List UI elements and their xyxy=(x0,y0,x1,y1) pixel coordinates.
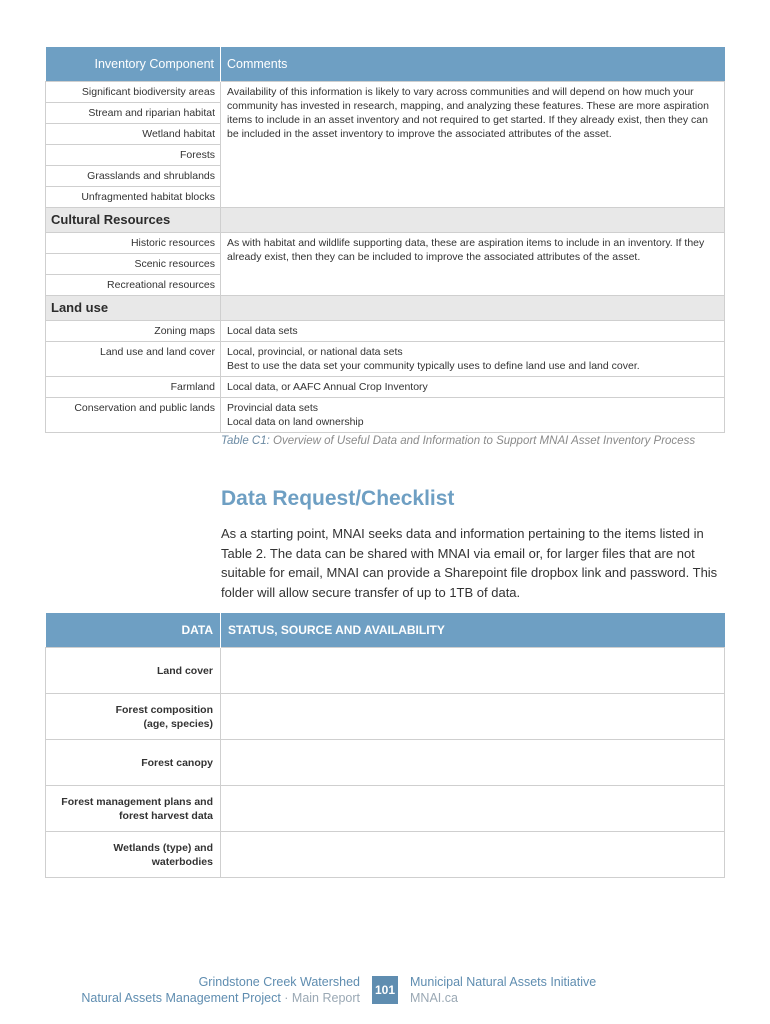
comment-line: Local data, or AAFC Annual Crop Inventory xyxy=(227,381,428,393)
label-line: waterbodies xyxy=(151,855,213,868)
table-row xyxy=(46,648,725,694)
caption-label: Table C1: xyxy=(221,435,270,447)
data-item-label xyxy=(46,786,221,832)
data-header: DATA xyxy=(46,613,221,648)
cultural-item: Scenic resources xyxy=(46,254,221,275)
comment-line: Best to use the data set your community typically uses to define land use and land cover. xyxy=(227,360,640,372)
table-row xyxy=(46,832,725,878)
status-header: STATUS, SOURCE AND AVAILABILITY xyxy=(221,613,725,648)
habitat-item: Stream and riparian habitat xyxy=(46,103,221,124)
cultural-item: Recreational resources xyxy=(46,275,221,296)
footer-org xyxy=(410,974,596,1006)
land-use-comment xyxy=(221,377,725,398)
habitat-item: Unfragmented habitat blocks xyxy=(46,187,221,208)
label-line: forest harvest data xyxy=(119,809,213,822)
habitat-comment: Availability of this information is likely to vary across communities and will depend on how much your community has invested in research, mapping, and analyzing these features. These are more aspiration items to include in an asset inventory and not required to get started. If they already exist, then they can be included in the asset inventory to improve the associated attributes of the asset. xyxy=(221,82,725,208)
page-number: 101 xyxy=(372,976,398,1004)
section-title-cultural: Cultural Resources xyxy=(46,208,221,233)
section-title-land-use: Land use xyxy=(46,296,221,321)
label-line: Forest composition xyxy=(115,703,213,716)
footer-report-name: Main Report xyxy=(291,991,360,1005)
label-line: (age, species) xyxy=(143,717,213,730)
table-row xyxy=(46,694,725,740)
footer-project-line1: Grindstone Creek Watershed xyxy=(198,975,360,989)
status-cell[interactable] xyxy=(221,648,725,694)
table-caption xyxy=(221,434,721,449)
table-row xyxy=(46,377,725,398)
data-item-label xyxy=(46,740,221,786)
table-row xyxy=(46,321,725,342)
table-row xyxy=(46,398,725,433)
land-use-item: Land use and land cover xyxy=(46,342,221,377)
table-row xyxy=(46,82,725,103)
comments-header: Comments xyxy=(221,47,725,82)
status-cell[interactable] xyxy=(221,740,725,786)
data-item-label xyxy=(46,832,221,878)
section-row-land-use xyxy=(46,296,725,321)
status-cell[interactable] xyxy=(221,786,725,832)
footer-project-line2 xyxy=(81,990,360,1006)
footer-project-name: Natural Assets Management Project xyxy=(81,991,281,1005)
cultural-comment: As with habitat and wildlife supporting data, these are aspiration items to include in an inventory. If they already exist, then they can be included to improve the associated attributes of the asset. xyxy=(221,233,725,296)
footer-separator: · xyxy=(280,991,292,1005)
label-line: Land cover xyxy=(156,664,213,677)
table-row xyxy=(46,786,725,832)
status-cell[interactable] xyxy=(221,694,725,740)
habitat-item: Grasslands and shrublands xyxy=(46,166,221,187)
footer-org-name: Municipal Natural Assets Initiative xyxy=(410,975,597,989)
cultural-item: Historic resources xyxy=(46,233,221,254)
status-cell[interactable] xyxy=(221,832,725,878)
habitat-item: Significant biodiversity areas xyxy=(46,82,221,103)
comment-line: Local data sets xyxy=(227,325,298,337)
comment-line: Provincial data sets xyxy=(227,402,319,414)
data-item-label xyxy=(46,648,221,694)
table-row xyxy=(46,342,725,377)
comment-line: Local data on land ownership xyxy=(227,416,364,428)
land-use-item: Zoning maps xyxy=(46,321,221,342)
caption-text: Overview of Useful Data and Information to Support MNAI Asset Inventory Process xyxy=(269,435,696,447)
table-row xyxy=(46,740,725,786)
inventory-table-header xyxy=(46,47,725,82)
section-heading: Data Request/Checklist xyxy=(221,487,455,510)
land-use-comment xyxy=(221,342,725,377)
data-item-label xyxy=(46,694,221,740)
data-request-table xyxy=(45,613,725,878)
label-line: Forest management plans and xyxy=(61,795,213,808)
land-use-comment xyxy=(221,398,725,433)
inventory-component-header: Inventory Component xyxy=(46,47,221,82)
land-use-item: Conservation and public lands xyxy=(46,398,221,433)
table-row xyxy=(46,233,725,254)
section-paragraph: As a starting point, MNAI seeks data and information pertaining to the items listed in Table 2. The data can be shared with MNAI via email or, for larger files that are not suitable for email, MNAI can provide a Sharepoint file dropbox link and password. This folder will allow secure transfer of up to 1TB of data. xyxy=(221,526,718,600)
footer-org-url[interactable]: MNAI.ca xyxy=(410,991,458,1005)
inventory-table xyxy=(45,47,725,433)
comment-line: Local, provincial, or national data sets xyxy=(227,346,403,358)
land-use-comment xyxy=(221,321,725,342)
label-line: Wetlands (type) and xyxy=(113,841,213,854)
land-use-item: Farmland xyxy=(46,377,221,398)
habitat-item: Forests xyxy=(46,145,221,166)
label-line: Forest canopy xyxy=(141,756,213,769)
habitat-item: Wetland habitat xyxy=(46,124,221,145)
data-request-header xyxy=(46,613,725,648)
section-row-cultural xyxy=(46,208,725,233)
footer-project xyxy=(81,974,360,1006)
